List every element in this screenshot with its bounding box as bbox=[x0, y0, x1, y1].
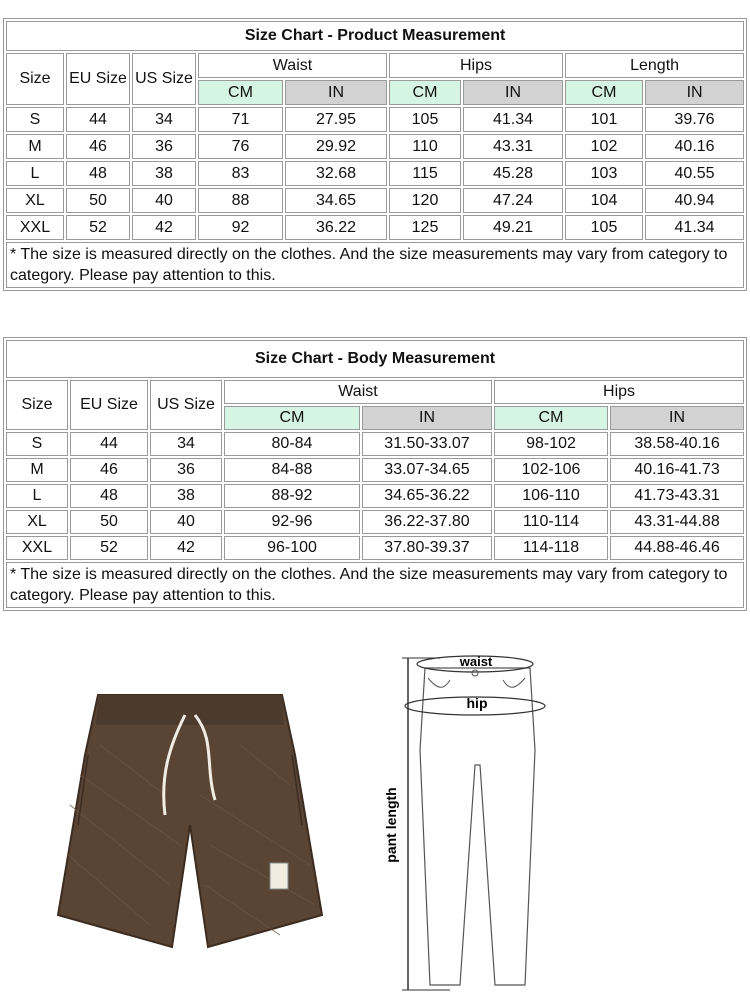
table-cell: 44 bbox=[70, 432, 148, 456]
product-size-chart bbox=[3, 18, 747, 291]
table-cell: 32.68 bbox=[285, 161, 387, 186]
table-cell: 27.95 bbox=[285, 107, 387, 132]
table-cell: 34.65-36.22 bbox=[362, 484, 492, 508]
table-cell: 88-92 bbox=[224, 484, 360, 508]
table-cell: 48 bbox=[66, 161, 130, 186]
header-us-size: US Size bbox=[132, 53, 196, 105]
header-length: Length bbox=[565, 53, 744, 78]
table-cell: 40 bbox=[132, 188, 196, 213]
table-cell: 71 bbox=[198, 107, 283, 132]
header-hips-cm: CM bbox=[494, 406, 608, 430]
table-cell: 105 bbox=[565, 215, 643, 240]
table-cell: M bbox=[6, 134, 64, 159]
table-cell: L bbox=[6, 484, 68, 508]
chart-title: Size Chart - Body Measurement bbox=[6, 340, 744, 378]
table-cell: 88 bbox=[198, 188, 283, 213]
table-cell: 83 bbox=[198, 161, 283, 186]
header-waist-in: IN bbox=[362, 406, 492, 430]
table-cell: 98-102 bbox=[494, 432, 608, 456]
header-hips-in: IN bbox=[610, 406, 744, 430]
table-cell: 50 bbox=[70, 510, 148, 534]
table-cell: 36 bbox=[132, 134, 196, 159]
header-hips: Hips bbox=[494, 380, 744, 404]
table-cell: XL bbox=[6, 188, 64, 213]
table-cell: XXL bbox=[6, 215, 64, 240]
table-cell: 40 bbox=[150, 510, 222, 534]
table-row bbox=[6, 510, 744, 534]
header-length-in: IN bbox=[645, 80, 744, 105]
table-cell: 34 bbox=[132, 107, 196, 132]
shorts-tag-icon bbox=[270, 863, 288, 889]
table-cell: 52 bbox=[70, 536, 148, 560]
header-eu-size: EU Size bbox=[66, 53, 130, 105]
chart-title: Size Chart - Product Measurement bbox=[6, 21, 744, 51]
table-cell: 92 bbox=[198, 215, 283, 240]
table-row bbox=[6, 215, 744, 240]
header-us-size: US Size bbox=[150, 380, 222, 430]
table-cell: 52 bbox=[66, 215, 130, 240]
table-cell: L bbox=[6, 161, 64, 186]
table-cell: 103 bbox=[565, 161, 643, 186]
table-cell: 37.80-39.37 bbox=[362, 536, 492, 560]
table-row bbox=[6, 536, 744, 560]
header-waist: Waist bbox=[198, 53, 387, 78]
table-row bbox=[6, 484, 744, 508]
table-cell: 36 bbox=[150, 458, 222, 482]
table-cell: 31.50-33.07 bbox=[362, 432, 492, 456]
body-size-chart bbox=[3, 337, 747, 611]
table-cell: 44 bbox=[66, 107, 130, 132]
table-cell: 84-88 bbox=[224, 458, 360, 482]
table-row bbox=[6, 188, 744, 213]
table-cell: 105 bbox=[389, 107, 461, 132]
table-cell: 38.58-40.16 bbox=[610, 432, 744, 456]
table-cell: 106-110 bbox=[494, 484, 608, 508]
table-cell: 34 bbox=[150, 432, 222, 456]
header-eu-size: EU Size bbox=[70, 380, 148, 430]
waist-label: waist bbox=[459, 654, 493, 669]
header-size: Size bbox=[6, 53, 64, 105]
header-waist-in: IN bbox=[285, 80, 387, 105]
table-cell: 33.07-34.65 bbox=[362, 458, 492, 482]
table-cell: 41.34 bbox=[463, 107, 563, 132]
table-cell: 49.21 bbox=[463, 215, 563, 240]
table-cell: 104 bbox=[565, 188, 643, 213]
table-cell: 46 bbox=[66, 134, 130, 159]
table-cell: 47.24 bbox=[463, 188, 563, 213]
table-cell: 36.22 bbox=[285, 215, 387, 240]
table-cell: 42 bbox=[150, 536, 222, 560]
table-cell: 102-106 bbox=[494, 458, 608, 482]
table-cell: 43.31 bbox=[463, 134, 563, 159]
table-cell: 34.65 bbox=[285, 188, 387, 213]
table-cell: 40.55 bbox=[645, 161, 744, 186]
table-cell: 40.16 bbox=[645, 134, 744, 159]
table-cell: XL bbox=[6, 510, 68, 534]
table-cell: 41.34 bbox=[645, 215, 744, 240]
hip-label: hip bbox=[466, 695, 488, 711]
table-cell: 101 bbox=[565, 107, 643, 132]
shorts-product-image bbox=[40, 685, 340, 955]
table-cell: 39.76 bbox=[645, 107, 744, 132]
measurement-note: * The size is measured directly on the clothes. And the size measurements may vary from category to category. Please pay attention to this. bbox=[6, 242, 744, 288]
table-cell: 29.92 bbox=[285, 134, 387, 159]
table-cell: M bbox=[6, 458, 68, 482]
table-cell: 44.88-46.46 bbox=[610, 536, 744, 560]
table-cell: 48 bbox=[70, 484, 148, 508]
pant-length-label: pant length bbox=[383, 787, 399, 863]
table-cell: 125 bbox=[389, 215, 461, 240]
table-cell: 46 bbox=[70, 458, 148, 482]
measurement-note: * The size is measured directly on the clothes. And the size measurements may vary from category to category. Please pay attention to this. bbox=[6, 562, 744, 608]
table-cell: S bbox=[6, 432, 68, 456]
pants-measurement-diagram bbox=[380, 650, 560, 995]
table-cell: 115 bbox=[389, 161, 461, 186]
table-cell: 80-84 bbox=[224, 432, 360, 456]
table-cell: 110 bbox=[389, 134, 461, 159]
table-cell: 50 bbox=[66, 188, 130, 213]
header-hips: Hips bbox=[389, 53, 563, 78]
table-cell: S bbox=[6, 107, 64, 132]
table-cell: 96-100 bbox=[224, 536, 360, 560]
table-row bbox=[6, 134, 744, 159]
header-hips-in: IN bbox=[463, 80, 563, 105]
table-row bbox=[6, 432, 744, 456]
table-cell: XXL bbox=[6, 536, 68, 560]
table-cell: 102 bbox=[565, 134, 643, 159]
table-cell: 38 bbox=[150, 484, 222, 508]
table-cell: 76 bbox=[198, 134, 283, 159]
table-row bbox=[6, 107, 744, 132]
header-hips-cm: CM bbox=[389, 80, 461, 105]
table-row bbox=[6, 161, 744, 186]
table-cell: 42 bbox=[132, 215, 196, 240]
table-cell: 110-114 bbox=[494, 510, 608, 534]
header-waist: Waist bbox=[224, 380, 492, 404]
table-cell: 38 bbox=[132, 161, 196, 186]
table-row bbox=[6, 458, 744, 482]
table-cell: 114-118 bbox=[494, 536, 608, 560]
table-cell: 92-96 bbox=[224, 510, 360, 534]
header-size: Size bbox=[6, 380, 68, 430]
table-cell: 40.94 bbox=[645, 188, 744, 213]
table-cell: 45.28 bbox=[463, 161, 563, 186]
header-waist-cm: CM bbox=[198, 80, 283, 105]
header-waist-cm: CM bbox=[224, 406, 360, 430]
table-cell: 40.16-41.73 bbox=[610, 458, 744, 482]
table-cell: 36.22-37.80 bbox=[362, 510, 492, 534]
table-cell: 43.31-44.88 bbox=[610, 510, 744, 534]
table-cell: 120 bbox=[389, 188, 461, 213]
table-cell: 41.73-43.31 bbox=[610, 484, 744, 508]
header-length-cm: CM bbox=[565, 80, 643, 105]
